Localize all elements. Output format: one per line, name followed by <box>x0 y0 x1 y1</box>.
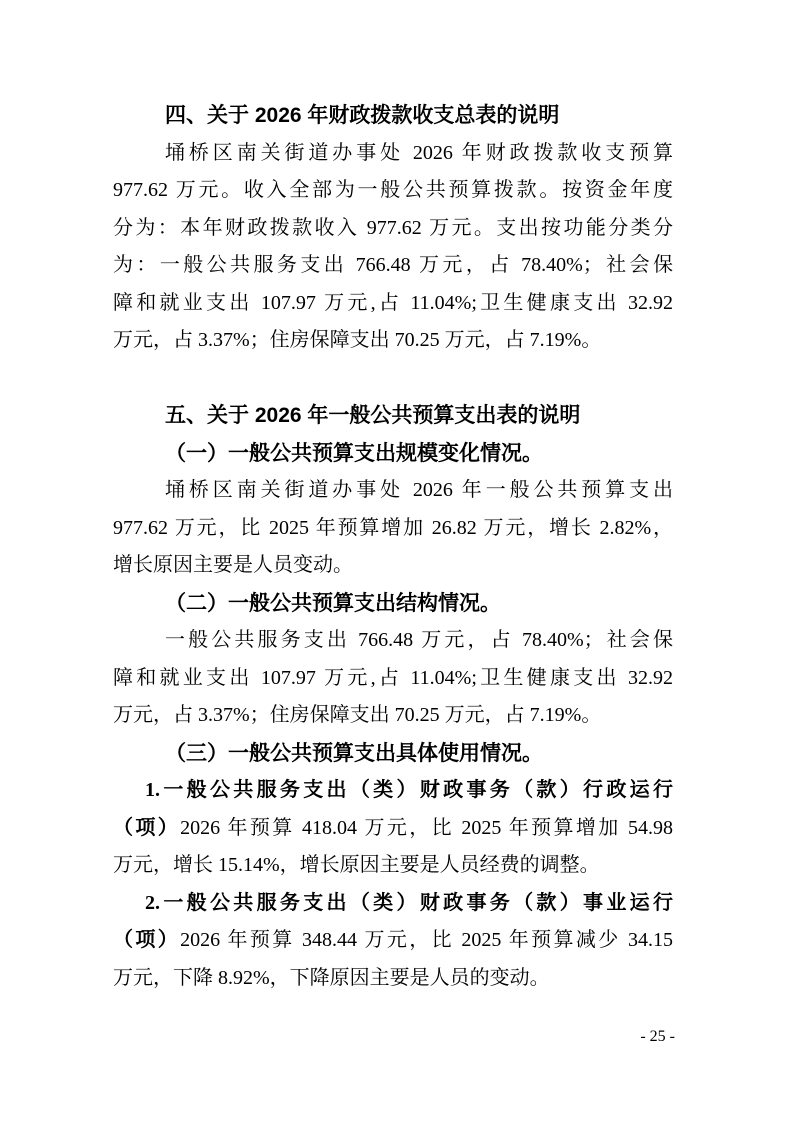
numbered-item-line <box>113 885 673 923</box>
paragraph-line: 977.62 万元。收入全部为一般公共预算拨款。按资金年度 <box>113 179 673 201</box>
paragraph-line: 分为：本年财政拨款收入 977.62 万元。支出按功能分类分 <box>113 216 673 239</box>
numbered-item-line <box>113 922 673 960</box>
blank-line <box>113 360 673 398</box>
subsection-heading-2: （二）一般公共预算支出结构情况。 <box>165 590 501 615</box>
paragraph-line: 一般公共服务支出 766.48 万元，占 78.40%；社会保 <box>165 629 673 651</box>
text-segment: 2026 年预算 418.04 万元，比 2025 年预算增加 54.98 <box>180 816 674 839</box>
page-number: - 25 - <box>640 1028 675 1045</box>
paragraph-line: 增长原因主要是人员变动。 <box>113 554 353 576</box>
subsection-heading-1: （一）一般公共预算支出规模变化情况。 <box>165 440 543 465</box>
paragraph-line: 埇桥区南关街道办事处 2026 年财政拨款收支预算 <box>165 141 673 164</box>
paragraph-line: 为：一般公共服务支出 766.48 万元，占 78.40%；社会保 <box>113 254 673 276</box>
subsection-heading-3: （三）一般公共预算支出具体使用情况。 <box>165 740 543 765</box>
numbered-item-line <box>113 772 673 810</box>
paragraph-line: 障和就业支出 107.97 万元,占 11.04%;卫生健康支出 32.92 <box>113 666 673 689</box>
numbered-item-line <box>113 810 673 848</box>
document-content <box>113 97 673 997</box>
paragraph-line: 埇桥区南关街道办事处 2026 年一般公共预算支出 <box>165 479 673 501</box>
paragraph-line: 障和就业支出 107.97 万元,占 11.04%;卫生健康支出 32.92 <box>113 291 673 314</box>
paragraph-line: 万元，占 3.37%；住房保障支出 70.25 万元，占 7.19%。 <box>113 704 602 726</box>
bold-segment: 2.一般公共服务支出（类）财政事务（款）事业运行 <box>145 891 673 914</box>
section-heading-4: 四、关于 2026 年财政拨款收支总表的说明 <box>165 104 560 127</box>
text-segment: 2026 年预算 348.44 万元，比 2025 年预算减少 34.15 <box>180 929 674 951</box>
section-heading-5: 五、关于 2026 年一般公共预算支出表的说明 <box>165 404 581 427</box>
text-segment: 万元，下降 8.92%，下降原因主要是人员的变动。 <box>113 966 550 989</box>
paragraph-line: 万元，占 3.37%；住房保障支出 70.25 万元，占 7.19%。 <box>113 329 602 351</box>
text-segment: 万元，增长 15.14%，增长原因主要是人员经费的调整。 <box>113 854 600 876</box>
paragraph-line: 977.62 万元，比 2025 年预算增加 26.82 万元，增长 2.82%， <box>113 516 673 539</box>
bold-segment: （项） <box>113 929 181 951</box>
bold-segment: 1.一般公共服务支出（类）财政事务（款）行政运行 <box>145 779 673 801</box>
numbered-item-line <box>113 847 673 885</box>
numbered-item-line <box>113 960 673 998</box>
bold-segment: （项） <box>113 816 181 839</box>
